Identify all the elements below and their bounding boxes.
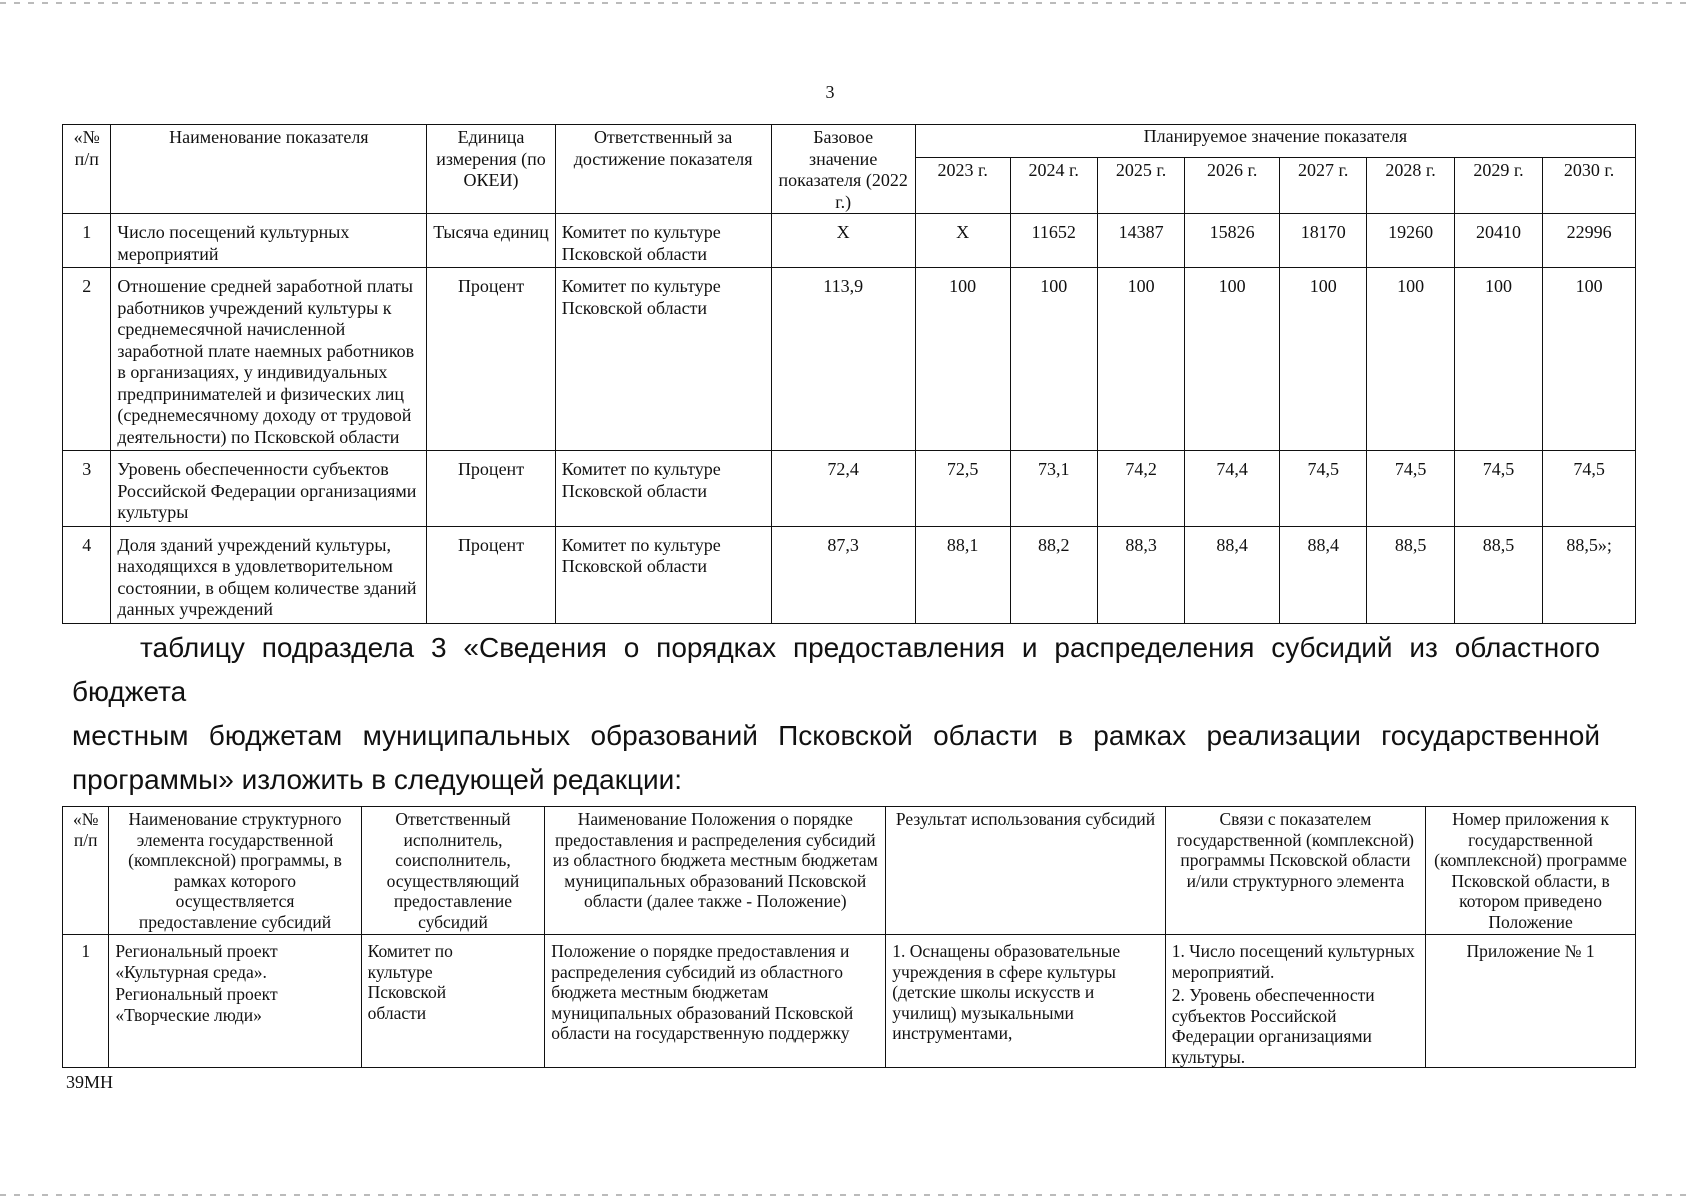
result: 1. Оснащены образовательные учреждения в сфере культуры (детские школы искусств и училищ) музыкальными инструментами,: [886, 935, 1165, 1068]
indicator-value: 88,2: [1010, 526, 1097, 623]
indicator-value: 74,4: [1185, 451, 1280, 527]
header-unit: Единица измерения (по ОКЕИ): [427, 125, 555, 214]
structural-element: [109, 935, 361, 1068]
regulation: Положение о порядке предоставления и распределения субсидий из областного бюджета местным бюджетам муниципальных образований Псковской области на государственную поддержку: [545, 935, 886, 1068]
indicator-value: 100: [1097, 268, 1184, 451]
row-num: 1: [63, 214, 111, 268]
executor: Комитет по культуре Псковской области: [361, 935, 545, 1068]
indicator-value: 11652: [1010, 214, 1097, 268]
indicator-value: 72,5: [915, 451, 1010, 527]
table-row: [63, 526, 1636, 623]
indicator-value: 88,1: [915, 526, 1010, 623]
header-year: 2025 г.: [1097, 158, 1184, 214]
indicator-value: 14387: [1097, 214, 1184, 268]
indicator-name: Уровень обеспеченности субъектов Российской Федерации организациями культуры: [111, 451, 427, 527]
indicator-base: X: [771, 214, 915, 268]
row-num: 4: [63, 526, 111, 623]
indicator-unit: Тысяча единиц: [427, 214, 555, 268]
paragraph-line: местным бюджетам муниципальных образований Псковской области в рамках реализации государственной: [72, 720, 1600, 751]
scan-edge-top: [0, 2, 1686, 4]
indicator-responsible: Комитет по культуре Псковской области: [555, 214, 771, 268]
paragraph-line: таблицу подраздела 3 «Сведения о порядках предоставления и распределения субсидий из областного бюджета: [72, 632, 1600, 707]
indicator-name: Число посещений культурных мероприятий: [111, 214, 427, 268]
row-num: 3: [63, 451, 111, 527]
header-links: Связи с показателем государственной (комплексной) программы Псковской области и/или структурного элемента: [1165, 807, 1425, 935]
row-num: 2: [63, 268, 111, 451]
indicator-value: X: [915, 214, 1010, 268]
appendix: Приложение № 1: [1426, 935, 1636, 1068]
indicator-base: 113,9: [771, 268, 915, 451]
indicator-value: 22996: [1543, 214, 1636, 268]
header-executor: Ответственный исполнитель, соисполнитель, осуществляющий предоставление субсидий: [361, 807, 545, 935]
scan-edge-bottom: [0, 1194, 1686, 1196]
indicator-base: 72,4: [771, 451, 915, 527]
indicator-value: 20410: [1454, 214, 1542, 268]
indicator-value: 88,5»;: [1543, 526, 1636, 623]
indicator-responsible: Комитет по культуре Псковской области: [555, 451, 771, 527]
indicator-value: 74,5: [1367, 451, 1454, 527]
indicator-unit: Процент: [427, 268, 555, 451]
indicator-value: 100: [1280, 268, 1367, 451]
table-row: [63, 935, 1636, 1068]
header-num: «№ п/п: [63, 807, 109, 935]
indicator-value: 100: [1010, 268, 1097, 451]
links-line: 2. Уровень обеспеченности субъектов Российской Федерации организациями культуры.: [1171, 985, 1375, 1067]
indicator-name: Отношение средней заработной платы работников учреждений культуры к среднемесячной начисленной заработной плате наемных работников в организациях, у индивидуальных предпринимателей и физических лиц (среднемесячному доходу от трудовой деятельности) по Псковской области: [111, 268, 427, 451]
subsidies-table: [62, 806, 1636, 1068]
indicator-value: 100: [1367, 268, 1454, 451]
indicator-value: 18170: [1280, 214, 1367, 268]
indicator-value: 88,4: [1185, 526, 1280, 623]
indicator-name: Доля зданий учреждений культуры, находящихся в удовлетворительном состоянии, в общем количестве зданий данных учреждений: [111, 526, 427, 623]
indicators-table: [62, 124, 1636, 624]
header-appendix: Номер приложения к государственной (комплексной) программе Псковской области, в котором приведено Положение: [1426, 807, 1636, 935]
structural-element-line: Региональный проект «Культурная среда».: [115, 941, 278, 982]
table-row: [63, 268, 1636, 451]
indicator-value: 74,2: [1097, 451, 1184, 527]
indicator-value: 88,3: [1097, 526, 1184, 623]
structural-element-line: Региональный проект «Творческие люди»: [115, 984, 278, 1025]
indicator-responsible: Комитет по культуре Псковской области: [555, 268, 771, 451]
table-row: [63, 451, 1636, 527]
header-year: 2030 г.: [1543, 158, 1636, 214]
header-year: 2028 г.: [1367, 158, 1454, 214]
header-year: 2029 г.: [1454, 158, 1542, 214]
indicator-unit: Процент: [427, 526, 555, 623]
header-regulation: Наименование Положения о порядке предоставления и распределения субсидий из областного бюджета местным бюджетам муниципальных образований Псковской области (далее также - Положение): [545, 807, 886, 935]
indicator-value: 74,5: [1543, 451, 1636, 527]
links-line: 1. Число посещений культурных мероприятий.: [1171, 941, 1415, 982]
body-paragraph: [72, 626, 1600, 802]
indicator-value: 19260: [1367, 214, 1454, 268]
indicator-unit: Процент: [427, 451, 555, 527]
header-indicator-name: Наименование показателя: [111, 125, 427, 214]
header-num: «№ п/п: [63, 125, 111, 214]
indicator-value: 15826: [1185, 214, 1280, 268]
indicator-value: 74,5: [1280, 451, 1367, 527]
header-planned-value: Планируемое значение показателя: [915, 125, 1635, 158]
paragraph-line: программы» изложить в следующей редакции:: [72, 764, 683, 795]
indicator-value: 74,5: [1454, 451, 1542, 527]
header-result: Результат использования субсидий: [886, 807, 1165, 935]
table-row: [63, 214, 1636, 268]
header-year: 2024 г.: [1010, 158, 1097, 214]
indicator-responsible: Комитет по культуре Псковской области: [555, 526, 771, 623]
indicator-value: 88,5: [1367, 526, 1454, 623]
header-responsible: Ответственный за достижение показателя: [555, 125, 771, 214]
indicator-value: 88,4: [1280, 526, 1367, 623]
indicator-value: 88,5: [1454, 526, 1542, 623]
indicator-base: 87,3: [771, 526, 915, 623]
header-year: 2026 г.: [1185, 158, 1280, 214]
header-year: 2027 г.: [1280, 158, 1367, 214]
row-num: 1: [63, 935, 109, 1068]
header-structural-element: Наименование структурного элемента государственной (комплексной) программы, в рамках которого осуществляется предоставление субсидий: [109, 807, 361, 935]
indicator-value: 100: [1543, 268, 1636, 451]
indicator-value: 100: [915, 268, 1010, 451]
header-year: 2023 г.: [915, 158, 1010, 214]
links: [1165, 935, 1425, 1068]
header-base-value: Базовое значение показателя (2022 г.): [771, 125, 915, 214]
indicator-value: 100: [1185, 268, 1280, 451]
indicator-value: 100: [1454, 268, 1542, 451]
footer-code: 39МН: [66, 1072, 114, 1092]
indicator-value: 73,1: [1010, 451, 1097, 527]
page-number: 3: [825, 82, 835, 102]
